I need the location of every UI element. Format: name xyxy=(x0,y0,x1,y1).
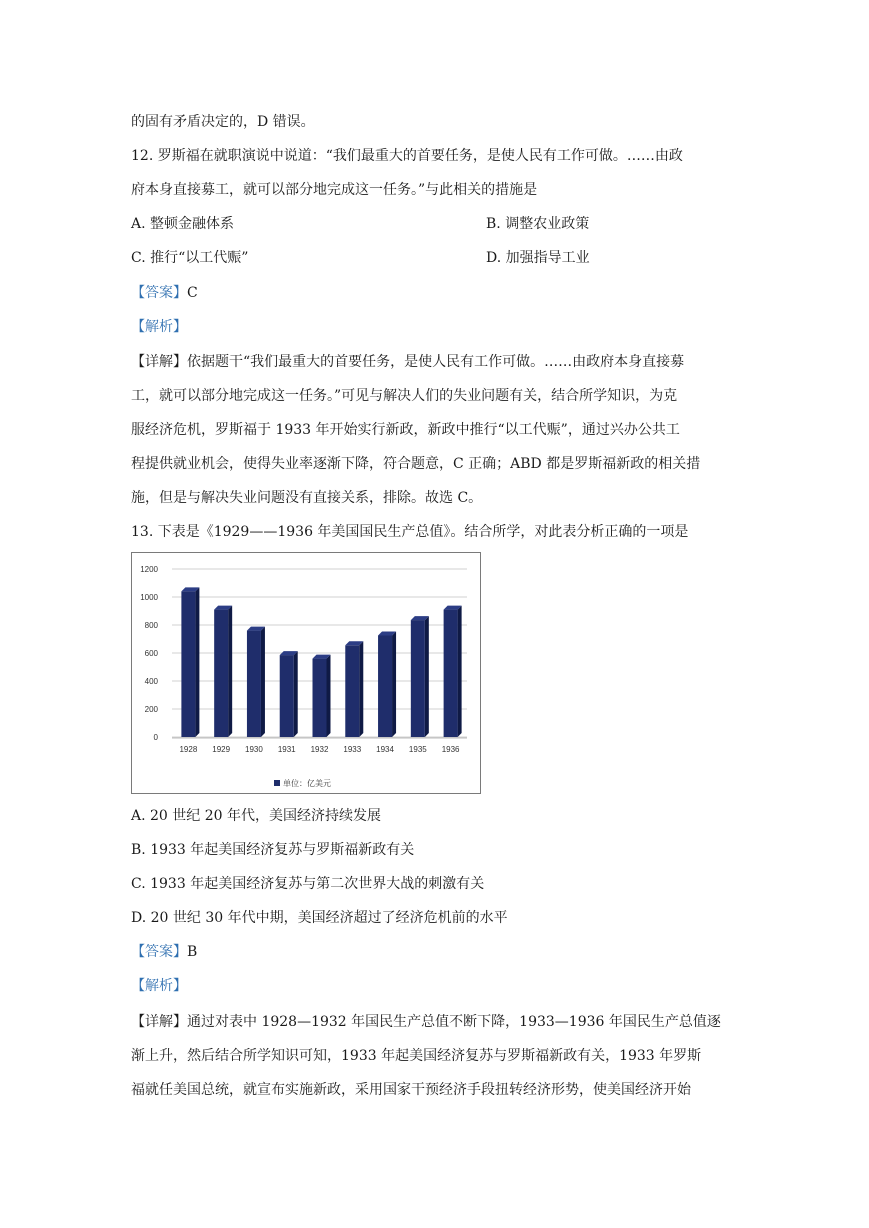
bar-side xyxy=(294,651,298,737)
analysis-label: 【解析】 xyxy=(131,319,187,335)
x-tick-label: 1935 xyxy=(408,745,427,754)
detail-line xyxy=(131,352,684,372)
detail-text: 依据题干“我们最重大的首要任务，是使人民有工作可做。……由政府本身直接募 xyxy=(187,354,685,370)
y-tick-label: 400 xyxy=(144,677,158,686)
bar xyxy=(444,610,458,737)
x-tick-label: 1932 xyxy=(310,745,329,754)
gnp-bar-chart xyxy=(131,552,481,794)
option-a: A. 20 世纪 20 年代，美国经济持续发展 xyxy=(131,808,381,824)
detail-line: 工，就可以部分地完成这一任务。”可见与解决人们的失业问题有关，结合所学知识，为克 xyxy=(131,388,678,404)
detail-line: 福就任美国总统，就宣布实施新政，采用国家干预经济手段扭转经济形势，使美国经济开始 xyxy=(131,1082,691,1098)
legend-label: 单位：亿美元 xyxy=(283,779,331,788)
answer-line xyxy=(131,283,198,303)
x-tick-label: 1933 xyxy=(343,745,362,754)
bar-side xyxy=(425,616,429,737)
option-a: A. 整顿金融体系 xyxy=(131,216,235,232)
analysis-label: 【解析】 xyxy=(131,978,187,994)
option-c: C. 推行“以工代赈” xyxy=(131,250,249,266)
bar xyxy=(411,620,425,737)
answer-label: 【答案】 xyxy=(131,285,187,301)
answer-value: B xyxy=(187,944,198,960)
detail-line: 服经济危机，罗斯福于 1933 年开始实行新政，新政中推行“以工代赈”，通过兴办公共工 xyxy=(131,422,680,438)
question-13-stem: 13. 下表是《1929——1936 年美国国民生产总值》。结合所学，对此表分析正确的一项是 xyxy=(131,524,689,540)
bar xyxy=(247,631,261,737)
answer-label: 【答案】 xyxy=(131,944,187,960)
option-c: C. 1933 年起美国经济复苏与第二次世界大战的刺激有关 xyxy=(131,876,485,892)
answer-value: C xyxy=(187,285,198,301)
bar-side xyxy=(392,632,396,738)
bar-side xyxy=(359,641,363,737)
detail-text: 通过对表中 1928—1932 年国民生产总值不断下降，1933—1936 年国民生产总值逐 xyxy=(187,1014,721,1030)
detail-label: 【详解】 xyxy=(131,1014,187,1030)
option-d: D. 20 世纪 30 年代中期，美国经济超过了经济危机前的水平 xyxy=(131,910,508,926)
detail-line: 施，但是与解决失业问题没有直接关系，排除。故选 C。 xyxy=(131,490,483,506)
question-12-stem: 12. 罗斯福在就职演说中说道：“我们最重大的首要任务，是使人民有工作可做。……由政 xyxy=(131,148,683,164)
bar-side xyxy=(261,627,265,737)
y-tick-label: 0 xyxy=(153,733,158,742)
option-b: B. 1933 年起美国经济复苏与罗斯福新政有关 xyxy=(131,842,415,858)
text-line: 的固有矛盾决定的，D 错误。 xyxy=(131,114,315,130)
bar-side xyxy=(195,587,199,737)
option-b: B. 调整农业政策 xyxy=(486,216,590,232)
bar-side xyxy=(228,606,232,737)
bar xyxy=(313,659,327,737)
x-tick-label: 1929 xyxy=(212,745,231,754)
x-tick-label: 1934 xyxy=(376,745,394,754)
answer-line xyxy=(131,942,197,962)
bar-side xyxy=(327,655,331,737)
detail-line xyxy=(131,1012,721,1032)
chart-svg xyxy=(132,553,482,795)
detail-line: 程提供就业机会，使得失业率逐渐下降，符合题意，C 正确；ABD 都是罗斯福新政的相关措 xyxy=(131,456,701,472)
bar-side xyxy=(458,606,462,737)
y-tick-label: 200 xyxy=(144,705,158,714)
bar xyxy=(280,655,294,737)
question-12-stem: 府本身直接募工，就可以部分地完成这一任务。”与此相关的措施是 xyxy=(131,182,538,198)
x-tick-label: 1931 xyxy=(277,745,296,754)
legend-swatch xyxy=(274,780,280,786)
option-d: D. 加强指导工业 xyxy=(486,250,590,266)
x-tick-label: 1936 xyxy=(441,745,460,754)
bar xyxy=(181,591,195,737)
y-tick-label: 800 xyxy=(144,621,158,630)
y-tick-label: 600 xyxy=(144,649,158,658)
bar xyxy=(378,636,392,738)
bar xyxy=(345,645,359,737)
y-tick-label: 1000 xyxy=(140,593,158,602)
x-tick-label: 1928 xyxy=(179,745,198,754)
detail-label: 【详解】 xyxy=(131,354,187,370)
detail-line: 渐上升，然后结合所学知识可知，1933 年起美国经济复苏与罗斯福新政有关，1933 年罗斯 xyxy=(131,1048,702,1064)
x-tick-label: 1930 xyxy=(245,745,263,754)
y-tick-label: 1200 xyxy=(140,565,158,574)
bar xyxy=(214,610,228,737)
